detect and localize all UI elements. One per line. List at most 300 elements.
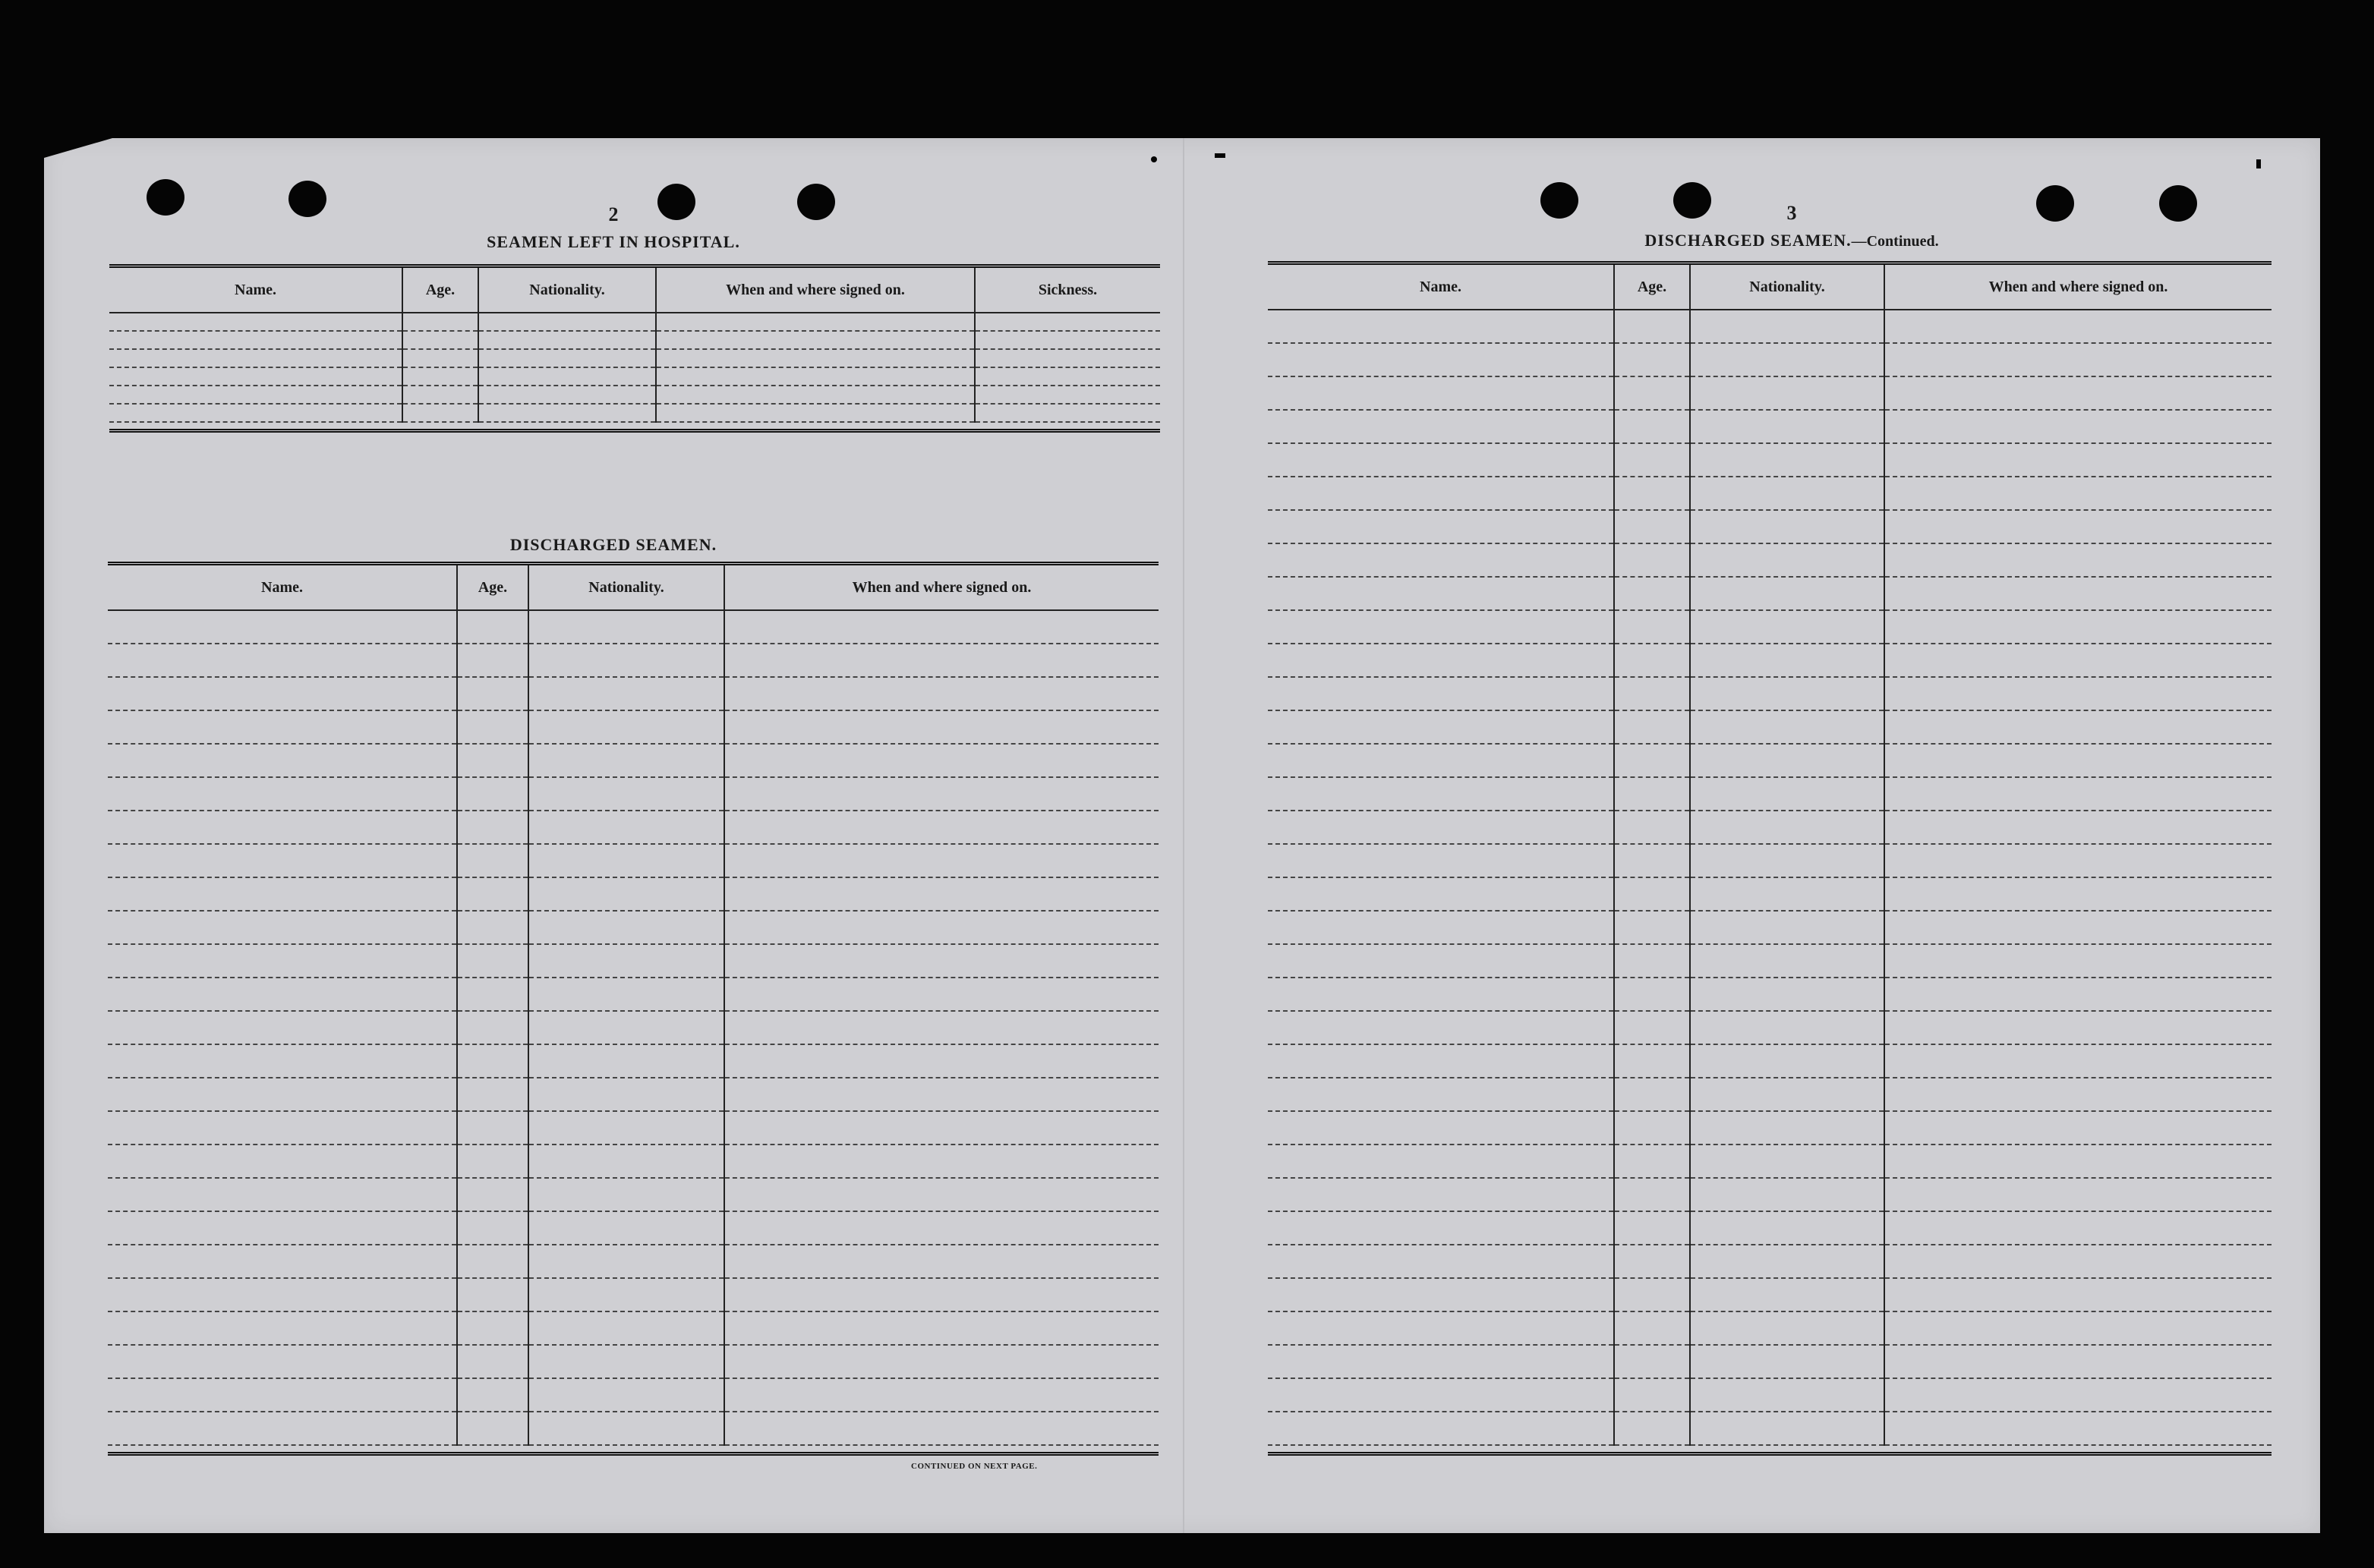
blank-entry-cell — [108, 1278, 457, 1311]
blank-entry-cell — [457, 1245, 528, 1278]
blank-entry-cell — [1884, 1044, 2272, 1078]
punch-hole — [288, 181, 326, 217]
blank-entry-cell — [724, 1378, 1159, 1412]
blank-entry-cell — [1268, 477, 1614, 510]
blank-entry-cell — [1614, 944, 1690, 978]
blank-entry-cell — [1690, 1311, 1884, 1345]
blank-entry-cell — [528, 744, 724, 777]
blank-entry-cell — [108, 1044, 457, 1078]
table-row — [1268, 1111, 2272, 1145]
blank-entry-cell — [1268, 811, 1614, 844]
table-row — [1268, 677, 2272, 710]
blank-entry-cell — [1884, 376, 2272, 410]
blank-entry-cell — [1268, 744, 1614, 777]
blank-entry-cell — [108, 710, 457, 744]
blank-entry-cell — [656, 331, 975, 349]
form-sheet — [44, 138, 2320, 1533]
table-row — [108, 1245, 1159, 1278]
blank-entry-cell — [724, 610, 1159, 644]
table-row — [108, 944, 1159, 978]
paper-fleck — [2256, 159, 2261, 168]
blank-entry-cell — [457, 1311, 528, 1345]
table-row — [108, 610, 1159, 644]
blank-entry-cell — [108, 944, 457, 978]
blank-entry-cell — [724, 1345, 1159, 1378]
blank-entry-cell — [1884, 1078, 2272, 1111]
blank-entry-cell — [528, 777, 724, 811]
blank-entry-cell — [1614, 1178, 1690, 1211]
table-row — [1268, 1211, 2272, 1245]
blank-entry-cell — [724, 677, 1159, 710]
blank-entry-cell — [1884, 1245, 2272, 1278]
table-row — [1268, 644, 2272, 677]
punch-hole — [657, 184, 695, 220]
blank-entry-cell — [457, 1278, 528, 1311]
blank-entry-cell — [975, 313, 1160, 331]
blank-entry-cell — [724, 1211, 1159, 1245]
column-header: Age. — [402, 266, 478, 313]
blank-entry-cell — [975, 331, 1160, 349]
blank-entry-cell — [1614, 1111, 1690, 1145]
table-row — [109, 386, 1160, 404]
table-row — [1268, 978, 2272, 1011]
blank-entry-cell — [108, 777, 457, 811]
blank-entry-cell — [457, 1378, 528, 1412]
blank-entry-cell — [975, 367, 1160, 386]
blank-entry-cell — [109, 313, 402, 331]
blank-entry-cell — [108, 1345, 457, 1378]
blank-entry-cell — [1690, 577, 1884, 610]
blank-entry-cell — [108, 844, 457, 877]
blank-entry-cell — [1884, 677, 2272, 710]
table-row — [1268, 510, 2272, 543]
table-row — [1268, 944, 2272, 978]
hospital-table — [109, 264, 1160, 433]
blank-entry-cell — [1614, 777, 1690, 811]
blank-entry-cell — [528, 1078, 724, 1111]
blank-entry-cell — [1268, 877, 1614, 911]
table-row — [108, 710, 1159, 744]
blank-entry-cell — [724, 811, 1159, 844]
blank-entry-cell — [656, 367, 975, 386]
column-header: Name. — [108, 564, 457, 611]
blank-entry-cell — [1884, 443, 2272, 477]
blank-entry-cell — [724, 1178, 1159, 1211]
blank-entry-cell — [1268, 376, 1614, 410]
blank-entry-cell — [1268, 978, 1614, 1011]
hospital-header-row — [109, 266, 1160, 313]
blank-entry-cell — [1268, 944, 1614, 978]
blank-entry-cell — [1614, 543, 1690, 577]
blank-entry-cell — [1268, 510, 1614, 543]
table-row — [109, 404, 1160, 422]
blank-entry-cell — [1690, 644, 1884, 677]
discharged-left-header-row — [108, 564, 1159, 611]
blank-entry-cell — [1614, 376, 1690, 410]
blank-entry-cell — [457, 1044, 528, 1078]
punch-hole — [2159, 185, 2197, 222]
table-row — [108, 1412, 1159, 1445]
table-row — [1268, 443, 2272, 477]
blank-entry-cell — [724, 1145, 1159, 1178]
blank-entry-cell — [478, 313, 656, 331]
blank-entry-cell — [1884, 577, 2272, 610]
blank-entry-cell — [724, 1278, 1159, 1311]
blank-entry-cell — [108, 677, 457, 710]
discharged-continued-title — [1602, 231, 1981, 250]
blank-entry-cell — [1884, 877, 2272, 911]
blank-entry-cell — [1690, 1044, 1884, 1078]
blank-entry-cell — [457, 610, 528, 644]
blank-entry-cell — [1614, 510, 1690, 543]
blank-entry-cell — [478, 367, 656, 386]
blank-entry-cell — [1268, 1145, 1614, 1178]
table-row — [108, 1044, 1159, 1078]
blank-entry-cell — [1614, 911, 1690, 944]
blank-entry-cell — [108, 1378, 457, 1412]
blank-entry-cell — [1884, 1111, 2272, 1145]
blank-entry-cell — [402, 386, 478, 404]
table-row — [108, 744, 1159, 777]
blank-entry-cell — [1268, 777, 1614, 811]
blank-entry-cell — [1884, 1345, 2272, 1378]
blank-entry-cell — [1614, 477, 1690, 510]
blank-entry-cell — [724, 944, 1159, 978]
blank-entry-cell — [1614, 677, 1690, 710]
table-row — [109, 313, 1160, 331]
table-row — [1268, 410, 2272, 443]
blank-entry-cell — [108, 1011, 457, 1044]
blank-entry-cell — [656, 386, 975, 404]
blank-entry-cell — [1268, 1211, 1614, 1245]
blank-entry-cell — [1884, 1178, 2272, 1211]
blank-entry-cell — [724, 744, 1159, 777]
table-row — [1268, 376, 2272, 410]
table-row — [1268, 844, 2272, 877]
blank-entry-cell — [1268, 677, 1614, 710]
table-row — [108, 644, 1159, 677]
blank-entry-cell — [108, 1412, 457, 1445]
table-row — [109, 331, 1160, 349]
blank-entry-cell — [457, 677, 528, 710]
blank-entry-cell — [1614, 710, 1690, 744]
blank-entry-cell — [478, 349, 656, 367]
blank-entry-cell — [457, 944, 528, 978]
blank-entry-cell — [457, 1111, 528, 1145]
table-row — [1268, 343, 2272, 376]
blank-entry-cell — [1268, 1078, 1614, 1111]
blank-entry-cell — [528, 1345, 724, 1378]
blank-entry-cell — [1268, 610, 1614, 644]
blank-entry-cell — [1614, 1345, 1690, 1378]
blank-entry-cell — [109, 386, 402, 404]
blank-entry-cell — [724, 1011, 1159, 1044]
blank-entry-cell — [1884, 944, 2272, 978]
blank-entry-cell — [1268, 1345, 1614, 1378]
blank-entry-cell — [109, 349, 402, 367]
blank-entry-cell — [1884, 744, 2272, 777]
blank-entry-cell — [457, 811, 528, 844]
blank-entry-cell — [109, 404, 402, 422]
blank-entry-cell — [108, 877, 457, 911]
column-header: Nationality. — [528, 564, 724, 611]
blank-entry-cell — [1690, 1345, 1884, 1378]
blank-entry-cell — [656, 313, 975, 331]
blank-entry-cell — [457, 1211, 528, 1245]
table-row — [108, 1145, 1159, 1178]
blank-entry-cell — [1268, 410, 1614, 443]
blank-entry-cell — [724, 1078, 1159, 1111]
blank-entry-cell — [1614, 410, 1690, 443]
blank-entry-cell — [1614, 811, 1690, 844]
blank-entry-cell — [457, 777, 528, 811]
blank-entry-cell — [478, 331, 656, 349]
punch-hole — [1540, 182, 1578, 219]
table-row — [1268, 1011, 2272, 1044]
blank-entry-cell — [528, 1111, 724, 1145]
blank-entry-cell — [1884, 1311, 2272, 1345]
blank-entry-cell — [1690, 1178, 1884, 1211]
table-row — [1268, 543, 2272, 577]
table-row — [1268, 610, 2272, 644]
blank-entry-cell — [1614, 1378, 1690, 1412]
blank-entry-cell — [528, 944, 724, 978]
blank-entry-cell — [1884, 1412, 2272, 1445]
blank-entry-cell — [1690, 844, 1884, 877]
blank-entry-cell — [1884, 844, 2272, 877]
table-row — [108, 1378, 1159, 1412]
blank-entry-cell — [1690, 710, 1884, 744]
blank-entry-cell — [1884, 811, 2272, 844]
table-row — [1268, 1311, 2272, 1345]
blank-entry-cell — [1884, 644, 2272, 677]
table-row — [108, 1111, 1159, 1145]
table-row — [1268, 1245, 2272, 1278]
blank-entry-cell — [1614, 1412, 1690, 1445]
blank-entry-cell — [724, 1412, 1159, 1445]
blank-entry-cell — [108, 1178, 457, 1211]
table-row — [108, 844, 1159, 877]
blank-entry-cell — [457, 1412, 528, 1445]
blank-entry-cell — [1268, 844, 1614, 877]
blank-entry-cell — [528, 1412, 724, 1445]
blank-entry-cell — [457, 978, 528, 1011]
table-row — [108, 877, 1159, 911]
blank-entry-cell — [457, 877, 528, 911]
blank-entry-cell — [457, 1178, 528, 1211]
blank-entry-cell — [1884, 610, 2272, 644]
table-row — [1268, 744, 2272, 777]
blank-entry-cell — [1690, 1412, 1884, 1445]
blank-entry-cell — [724, 1245, 1159, 1278]
right-page — [1183, 138, 2322, 1533]
table-row — [1268, 1078, 2272, 1111]
title-main: DISCHARGED SEAMEN. — [1644, 231, 1852, 250]
blank-entry-cell — [108, 744, 457, 777]
blank-entry-cell — [1690, 944, 1884, 978]
table-row — [1268, 1378, 2272, 1412]
punch-hole — [797, 184, 835, 220]
blank-entry-cell — [528, 644, 724, 677]
blank-entry-cell — [108, 1145, 457, 1178]
blank-entry-cell — [108, 1211, 457, 1245]
table-row — [108, 1278, 1159, 1311]
blank-entry-cell — [402, 331, 478, 349]
blank-entry-cell — [1884, 777, 2272, 811]
blank-entry-cell — [1690, 1011, 1884, 1044]
column-header: Age. — [457, 564, 528, 611]
blank-entry-cell — [1690, 610, 1884, 644]
blank-entry-cell — [1884, 543, 2272, 577]
discharged-table-left — [108, 562, 1159, 1456]
blank-entry-cell — [1690, 811, 1884, 844]
blank-entry-cell — [1268, 710, 1614, 744]
blank-entry-cell — [724, 777, 1159, 811]
blank-entry-cell — [402, 313, 478, 331]
blank-entry-cell — [1268, 911, 1614, 944]
column-header: Name. — [109, 266, 402, 313]
blank-entry-cell — [1268, 543, 1614, 577]
continued-note: CONTINUED ON NEXT PAGE. — [911, 1462, 1038, 1471]
blank-entry-cell — [528, 677, 724, 710]
blank-entry-cell — [1884, 343, 2272, 376]
blank-entry-cell — [1690, 1078, 1884, 1111]
blank-entry-cell — [108, 644, 457, 677]
blank-entry-cell — [1690, 1145, 1884, 1178]
blank-entry-cell — [478, 404, 656, 422]
blank-entry-cell — [108, 1111, 457, 1145]
blank-entry-cell — [1884, 1278, 2272, 1311]
hospital-section-title: SEAMEN LEFT IN HOSPITAL. — [487, 232, 740, 251]
table-row — [108, 1311, 1159, 1345]
column-header: When and where signed on. — [656, 266, 975, 313]
blank-entry-cell — [1884, 978, 2272, 1011]
page-number: 2 — [608, 203, 619, 225]
blank-entry-cell — [1690, 1278, 1884, 1311]
column-header: When and where signed on. — [1884, 263, 2272, 310]
blank-entry-cell — [528, 877, 724, 911]
blank-entry-cell — [457, 1078, 528, 1111]
blank-entry-cell — [402, 404, 478, 422]
column-header: When and where signed on. — [724, 564, 1159, 611]
blank-entry-cell — [109, 367, 402, 386]
blank-entry-cell — [108, 911, 457, 944]
table-row — [108, 911, 1159, 944]
blank-entry-cell — [528, 1278, 724, 1311]
blank-entry-cell — [1690, 1378, 1884, 1412]
table-row — [1268, 811, 2272, 844]
blank-entry-cell — [1614, 1311, 1690, 1345]
blank-entry-cell — [1614, 343, 1690, 376]
punch-hole — [2036, 185, 2074, 222]
table-row — [1268, 1345, 2272, 1378]
table-row — [1268, 310, 2272, 343]
blank-entry-cell — [1268, 1178, 1614, 1211]
blank-entry-cell — [1690, 877, 1884, 911]
blank-entry-cell — [1614, 644, 1690, 677]
blank-entry-cell — [457, 644, 528, 677]
blank-entry-cell — [1690, 1211, 1884, 1245]
discharged-section-title: DISCHARGED SEAMEN. — [509, 535, 717, 554]
discharged-table-right — [1268, 261, 2272, 1456]
blank-entry-cell — [528, 978, 724, 1011]
blank-entry-cell — [402, 367, 478, 386]
blank-entry-cell — [724, 911, 1159, 944]
table-row — [1268, 877, 2272, 911]
blank-entry-cell — [457, 844, 528, 877]
table-row — [109, 349, 1160, 367]
blank-entry-cell — [1884, 310, 2272, 343]
punch-hole — [1673, 182, 1711, 219]
blank-entry-cell — [1268, 1378, 1614, 1412]
punch-hole — [147, 179, 184, 216]
blank-entry-cell — [528, 1011, 724, 1044]
blank-entry-cell — [457, 1011, 528, 1044]
blank-entry-cell — [1614, 1078, 1690, 1111]
blank-entry-cell — [1690, 543, 1884, 577]
blank-entry-cell — [1614, 1245, 1690, 1278]
blank-entry-cell — [1690, 1111, 1884, 1145]
blank-entry-cell — [457, 744, 528, 777]
blank-entry-cell — [656, 349, 975, 367]
title-continued: —Continued. — [1851, 233, 1939, 250]
blank-entry-cell — [1614, 443, 1690, 477]
blank-entry-cell — [528, 710, 724, 744]
table-row — [109, 367, 1160, 386]
blank-entry-cell — [1690, 978, 1884, 1011]
blank-entry-cell — [1614, 1278, 1690, 1311]
table-row — [108, 978, 1159, 1011]
blank-entry-cell — [1268, 310, 1614, 343]
blank-entry-cell — [1690, 777, 1884, 811]
blank-entry-cell — [528, 1378, 724, 1412]
table-row — [108, 1178, 1159, 1211]
blank-entry-cell — [1690, 1245, 1884, 1278]
blank-entry-cell — [528, 610, 724, 644]
blank-entry-cell — [478, 386, 656, 404]
table-row — [108, 1211, 1159, 1245]
blank-entry-cell — [1614, 1011, 1690, 1044]
table-row — [1268, 911, 2272, 944]
blank-entry-cell — [1614, 1211, 1690, 1245]
table-row — [108, 1345, 1159, 1378]
blank-entry-cell — [108, 610, 457, 644]
blank-entry-cell — [1614, 744, 1690, 777]
column-header: Name. — [1268, 263, 1614, 310]
blank-entry-cell — [656, 404, 975, 422]
blank-entry-cell — [1690, 343, 1884, 376]
discharged-right-rows — [1268, 310, 2272, 1445]
blank-entry-cell — [1614, 310, 1690, 343]
blank-entry-cell — [724, 710, 1159, 744]
blank-entry-cell — [975, 386, 1160, 404]
blank-entry-cell — [528, 1178, 724, 1211]
blank-entry-cell — [528, 844, 724, 877]
blank-entry-cell — [1884, 510, 2272, 543]
blank-entry-cell — [1690, 477, 1884, 510]
blank-entry-cell — [1268, 1412, 1614, 1445]
blank-entry-cell — [1268, 1044, 1614, 1078]
blank-entry-cell — [1614, 978, 1690, 1011]
blank-entry-cell — [528, 1044, 724, 1078]
blank-entry-cell — [1884, 710, 2272, 744]
blank-entry-cell — [1268, 1278, 1614, 1311]
blank-entry-cell — [528, 1211, 724, 1245]
column-header: Sickness. — [975, 266, 1160, 313]
blank-entry-cell — [724, 1111, 1159, 1145]
blank-entry-cell — [1690, 744, 1884, 777]
blank-entry-cell — [1690, 410, 1884, 443]
